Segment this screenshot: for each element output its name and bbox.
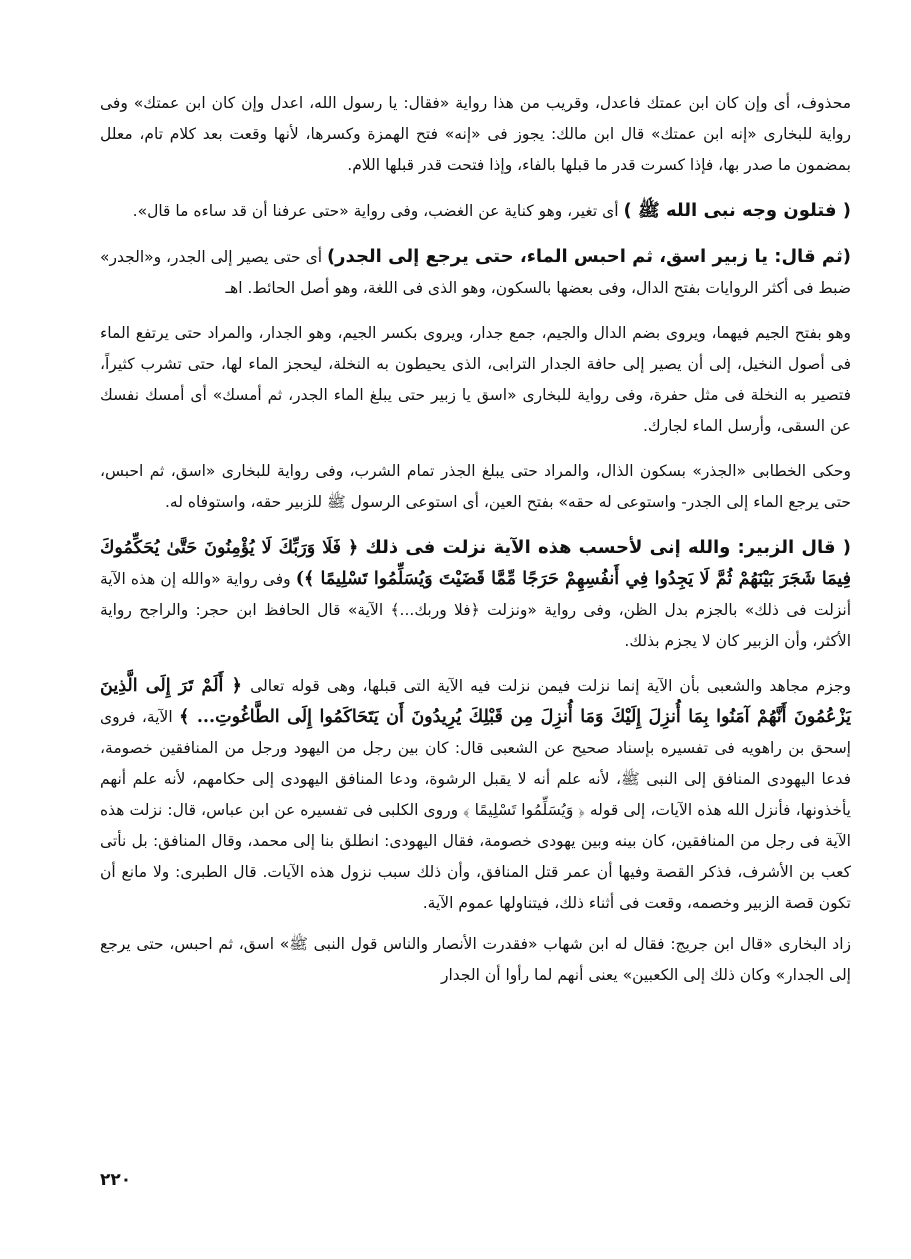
paragraph-7-text: وجزم مجاهد والشعبى بأن الآية إنما نزلت فيمن نزلت فيه الآية التى قبلها، وهى قوله تعالى [250, 677, 851, 695]
paragraph-8-text: زاد البخارى «قال ابن جريج: فقال له ابن شهاب «فقدرت الأنصار والناس قول النبى ﷺ» اسق، ثم احبس، حتى يرجع إلى الجدار» وكان ذلك إلى الكعبين» يعنى أنهم لما رأوا أن الجدار [100, 935, 851, 984]
paragraph-6-quran-verse: ﴿ فَلَا وَرَبِّكَ لَا يُؤْمِنُونَ حَتَّىٰ يُحَكِّمُوكَ فِيمَا شَجَرَ بَيْنَهُمْ ثُمَّ لَا يَجِدُوا فِي أَنفُسِهِمْ حَرَجًا مِّمَّا قَضَيْتَ وَيُسَلِّمُوا تَسْلِيمًا ﴾) [100, 538, 851, 589]
paragraph-6-text: وفى رواية «والله إن هذه الآية أنزلت فى ذلك» بالجزم بدل الظن، وفى رواية «ونزلت ﴿فلا وربك...﴾ الآية» قال الحافظ ابن حجر: والراجح رواية الأكثر، وأن الزبير كان لا يجزم بذلك. [100, 570, 851, 650]
paragraph-3 [100, 241, 851, 304]
paragraph-3-text: أى حتى يصير إلى الجدر، و«الجدر» ضبط فى أكثر الروايات بفتح الدال، وفى بعضها بالسكون، وهو الذى فى اللغة، وهو أصل الحائط. اهـ [100, 248, 851, 297]
paragraph-4-text: وهو بفتح الجيم فيهما، ويروى بضم الدال والجيم، جمع جدار، ويروى بكسر الجيم، وهو الجدار، والمراد حتى يرتفع الماء فى أصول النخيل، إلى أن يصير إلى حافة الجدار الترابى، الذى يحيطون به النخلة، ليحجز الماء لها، حتى تشرب كثيراً، فتصير به النخلة فى مثل حفرة، وفى رواية للبخارى «اسق يا زبير حتى يبلغ الماء الجدر، ثم أمسك» أى أمسك نفسك عن السقى، وأرسل الماء لجارك. [100, 324, 851, 435]
paragraph-4 [100, 318, 851, 442]
paragraph-5 [100, 456, 851, 518]
page-number: ٢٢٠ [100, 1170, 132, 1190]
paragraph-7-text-continued: الآية، فروى إسحق بن راهويه فى تفسيره بإسناد صحيح عن الشعبى قال: كان بين رجل من اليهود ورجل من المنافقين خصومة، فدعا اليهودى المنافق إلى النبى ﷺ، لأنه علم أنه لا يقبل الرشوة، ودعا المنافق اليهودى إلى حكامهم، لأنه علم أنهم يأخذونها، فأنزل الله هذه الآيات، إلى قوله ﴿ وَيُسَلِّمُوا تَسْلِيمًا ﴾ وروى الكلبى فى تفسيره عن ابن عباس، قال: نزلت هذه الآية فى رجل من المنافقين، كان بينه وبين يهودى خصومة، فقال اليهودى: انطلق بنا إلى محمد، وقال المنافق: بل نأتى كعب بن الأشرف، فذكر القصة وفيها أن عمر قتل المنافق، وأن ذلك سبب نزول هذه الآيات. قال الطبرى: ولا مانع أن تكون قصة الزبير وخصمه، وقعت فى أثناء ذلك، فيتناولها عموم الآية. [100, 708, 851, 912]
paragraph-1 [100, 88, 851, 181]
paragraph-2 [100, 195, 851, 227]
paragraph-8 [100, 929, 851, 991]
paragraph-5-text: وحكى الخطابى «الجذر» بسكون الذال، والمراد حتى يبلغ الجذر تمام الشرب، وفى رواية للبخارى «اسق، ثم احبس، حتى يرجع الماء إلى الجدر- واستوعى له حقه» بفتح العين، أى استوعى الرسول ﷺ للزبير حقه، واستوفاه له. [100, 462, 851, 511]
paragraph-7-quran-verse: ﴿ أَلَمْ تَرَ إِلَى الَّذِينَ يَزْعُمُونَ أَنَّهُمْ آمَنُوا بِمَا أُنزِلَ إِلَيْكَ وَمَا أُنزِلَ مِن قَبْلِكَ يُرِيدُونَ أَن يَتَحَاكَمُوا إِلَى الطَّاغُوتِ... ﴾ [100, 676, 851, 727]
document-page [100, 88, 851, 1005]
paragraph-3-heading: (ثم قال: يا زبير اسق، ثم احبس الماء، حتى يرجع إلى الجدر) [326, 246, 851, 267]
paragraph-6-heading: ( قال الزبير: والله إنى لأحسب هذه الآية نزلت فى ذلك [365, 537, 851, 558]
paragraph-2-text: أى تغير، وهو كناية عن الغضب، وفى رواية «حتى عرفنا أن قد ساءه ما قال». [132, 202, 624, 220]
paragraph-7 [100, 671, 851, 919]
paragraph-6 [100, 532, 851, 657]
paragraph-1-text: محذوف، أى وإن كان ابن عمتك فاعدل، وقريب من هذا رواية «فقال: يا رسول الله، اعدل وإن كان ابن عمتك» وفى رواية للبخارى «إنه ابن عمتك» قال ابن مالك: يجوز فى «إنه» فتح الهمزة وكسرها، لأنها وقعت بعد كلام تام، معلل بمضمون ما صدر بها، فإذا كسرت قدر ما قبلها بالفاء، وإذا فتحت قدر قبلها اللام. [100, 94, 851, 174]
paragraph-2-heading: ( فتلون وجه نبى الله ﷺ ) [623, 200, 851, 221]
